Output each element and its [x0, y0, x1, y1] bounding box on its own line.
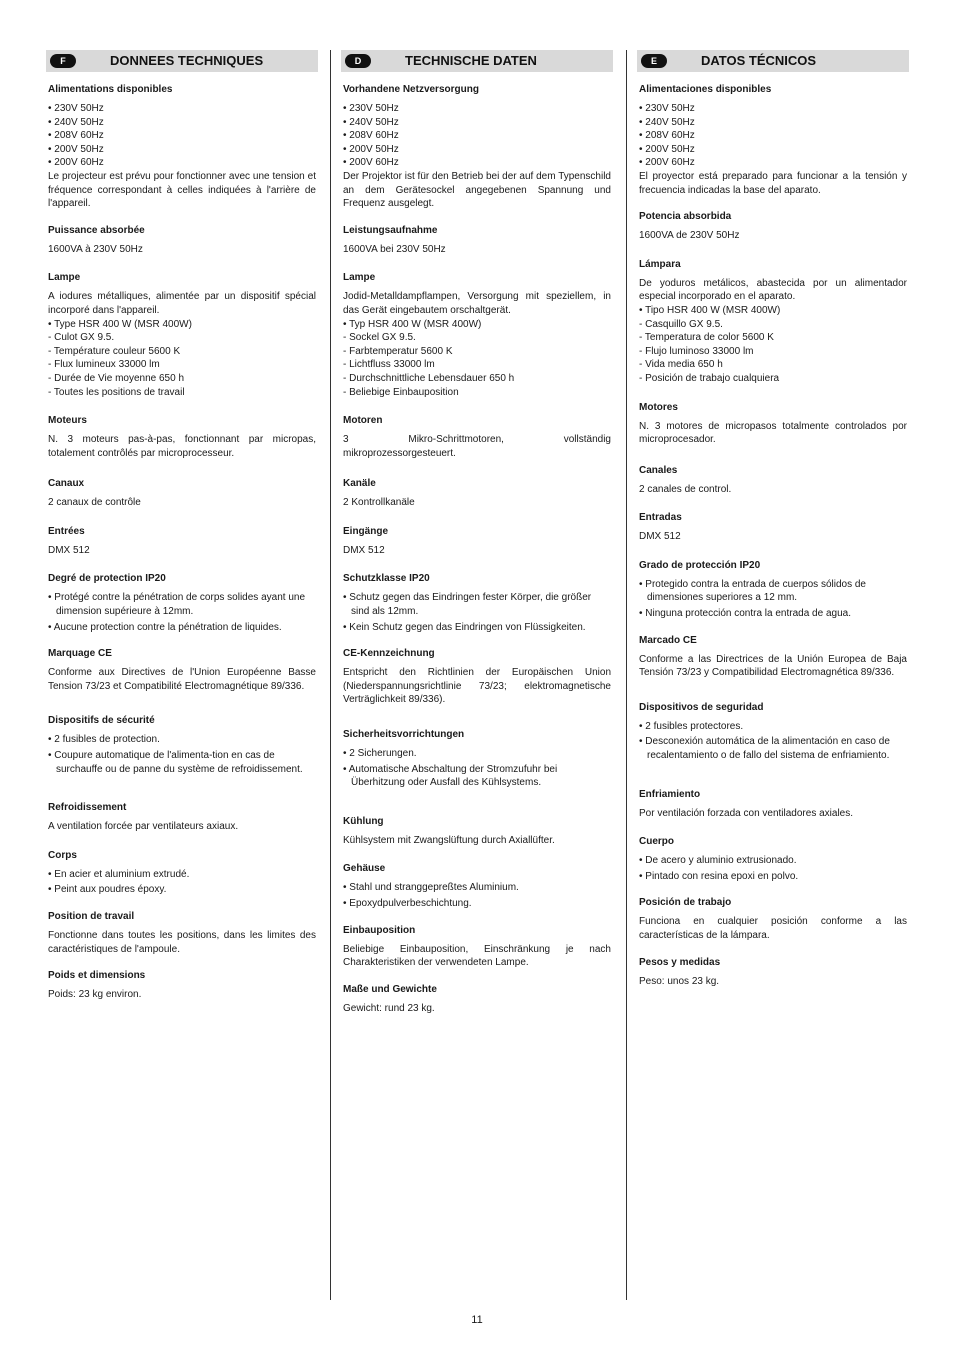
spec-section	[639, 789, 907, 821]
section-text: Jodid-Metalldampflampen, Versorgung mit speziellem, in das Gerät eingebautem orschaltgerät.	[343, 291, 611, 316]
bullet-text: Ninguna protección contra la entrada de agua.	[645, 608, 851, 620]
section-text: Peso: unos 23 kg.	[639, 975, 720, 987]
section-text: 2 canales de control.	[639, 483, 732, 495]
bullet-text: Desconexión automática de la alimentación en caso de recalentamiento o de fallo del sistema de enfriamiento.	[645, 736, 890, 762]
spec-section	[48, 911, 316, 956]
section-text: Poids: 23 kg environ.	[48, 989, 142, 1001]
section-title: Enfriamiento	[639, 788, 701, 800]
bullet-item	[639, 578, 907, 605]
bullet-text: 2 fusibles de protection.	[54, 734, 160, 746]
lamp-spec-item: - Sockel GX 9.5.	[343, 332, 416, 344]
section-text: Por ventilación forzada con ventiladores axiales.	[639, 807, 854, 819]
spec-section	[639, 402, 907, 447]
lamp-spec-item: - Toutes les positions de travail	[48, 386, 185, 398]
section-text: N. 3 motores de micropasos totalmente controlados por microprocesador.	[639, 420, 907, 446]
bullet-item	[48, 621, 316, 635]
section-text: 2 Kontrollkanäle	[343, 497, 415, 509]
section-text: Gewicht: rund 23 kg.	[343, 1002, 435, 1014]
section-title: Eingänge	[343, 525, 389, 537]
voltage-item: • 200V 50Hz	[639, 143, 695, 155]
section-title: Gehäuse	[343, 863, 386, 875]
voltage-item: • 200V 60Hz	[639, 157, 695, 169]
bullet-text: Stahl und stranggepreßtes Aluminium.	[349, 882, 519, 894]
section-title: Lámpara	[639, 258, 681, 270]
lamp-spec-item: • Typ HSR 400 W (MSR 400W)	[343, 318, 482, 330]
section-text: De yoduros metálicos, abastecida por un alimentador especial incorporado en el aparato.	[639, 277, 907, 303]
bullet-icon: •	[639, 870, 646, 882]
spec-section	[343, 272, 611, 399]
spec-section	[48, 715, 316, 776]
section-text: Conforme aux Directives de l'Union Européenne Basse Tension 73/23 et Compatibilité Electromagnétique 89/336.	[48, 667, 316, 692]
voltage-item: • 200V 50Hz	[343, 143, 399, 155]
spec-section	[48, 84, 316, 211]
section-title: Cuerpo	[639, 836, 674, 848]
bullet-item	[639, 870, 907, 884]
bullet-item	[343, 747, 611, 761]
spec-section	[639, 836, 907, 883]
lamp-spec-item: - Casquillo GX 9.5.	[639, 318, 723, 330]
bullet-text: Peint aux poudres époxy.	[54, 884, 167, 896]
bullet-text: De acero y aluminio extrusionado.	[645, 855, 797, 867]
column-title: DONNEES TECHNIQUES	[110, 53, 264, 68]
bullet-item	[48, 883, 316, 897]
bullet-icon: •	[48, 750, 55, 762]
bullet-text: Schutz gegen das Eindringen fester Körper, die größer sind als 12mm.	[349, 592, 592, 618]
section-text: 2 canaux de contrôle	[48, 497, 141, 509]
spec-section	[343, 415, 611, 460]
section-title: Motores	[639, 401, 678, 413]
spec-section	[639, 84, 907, 197]
section-title: Einbauposition	[343, 924, 416, 936]
language-badge: D	[345, 54, 371, 68]
section-title: Canaux	[48, 478, 85, 490]
section-title: Kanäle	[343, 478, 376, 490]
section-title: Position de travail	[48, 911, 135, 922]
lamp-spec-item: - Lichtfluss 33000 lm	[343, 359, 435, 371]
bullet-icon: •	[48, 734, 55, 746]
bullet-icon: •	[343, 898, 350, 909]
section-text: DMX 512	[48, 544, 90, 556]
section-title: Corps	[48, 849, 77, 861]
voltage-item: • 230V 50Hz	[343, 103, 399, 114]
section-title: Lampe	[48, 272, 81, 284]
section-text: 1600VA bei 230V 50Hz	[343, 243, 446, 255]
section-text: Conforme a las Directrices de la Unión Europea de Baja Tensión 73/23 y Compatibilidad Electromagnética 89/336.	[639, 653, 907, 679]
bullet-icon: •	[48, 592, 55, 604]
section-text: 1600VA de 230V 50Hz	[639, 230, 740, 242]
bullet-text: Protégé contre la pénétration de corps solides ayant une dimension supérieure à 12mm.	[54, 592, 305, 618]
bullet-icon: •	[343, 748, 350, 760]
section-title: Alimentations disponibles	[48, 84, 173, 95]
spec-section	[343, 573, 611, 634]
bullet-item	[343, 763, 611, 790]
spec-section	[48, 970, 316, 1002]
voltage-item: • 200V 50Hz	[48, 143, 104, 155]
bullet-text: 2 fusibles protectores.	[645, 720, 744, 732]
spec-section	[48, 225, 316, 257]
column-divider	[626, 50, 627, 1300]
spec-section	[343, 84, 611, 211]
lamp-spec-item: - Posición de trabajo cualquiera	[639, 372, 780, 384]
spec-section	[48, 478, 316, 510]
column-title: DATOS TÉCNICOS	[701, 53, 817, 68]
section-text: Kühlsystem mit Zwangslüftung durch Axiallüfter.	[343, 834, 555, 846]
page-number: 11	[471, 1314, 483, 1326]
lamp-spec-item: - Flujo luminoso 33000 lm	[639, 345, 754, 357]
spec-section	[48, 573, 316, 634]
spec-section	[639, 957, 907, 989]
voltage-item: • 208V 60Hz	[343, 130, 399, 142]
language-badge: F	[50, 54, 76, 68]
section-text: Funciona en cualquier posición conforme a las características de la lámpara.	[639, 916, 907, 941]
section-title: Leistungsaufnahme	[343, 224, 438, 236]
section-title: Dispositivos de seguridad	[639, 701, 764, 713]
lamp-spec-item: - Beliebige Einbauposition	[343, 386, 459, 398]
section-title: Canales	[639, 464, 678, 476]
section-title: Potencia absorbida	[639, 211, 732, 223]
column-german	[341, 50, 613, 1015]
section-text: A ventilation forcée par ventilateurs axiaux.	[48, 821, 239, 833]
spec-section	[48, 802, 316, 834]
section-title: Lampe	[343, 272, 376, 284]
section-text: Der Projektor ist für den Betrieb bei der auf dem Typenschild an dem Gerätesockel angegebenen Spannung und Frequenz ausgelegt.	[343, 170, 611, 210]
section-text: Beliebige Einbauposition, Einschränkung je nach Charakteristiken der verwendeten Lampe.	[343, 943, 611, 969]
section-title: Degré de protection IP20	[48, 573, 166, 585]
section-title: Posición de trabajo	[639, 897, 732, 909]
spec-section	[639, 897, 907, 942]
spec-section	[343, 648, 611, 707]
spec-section	[639, 259, 907, 386]
spec-section	[639, 211, 907, 243]
lamp-spec-item: • Tipo HSR 400 W (MSR 400W)	[639, 304, 781, 316]
section-title: Poids et dimensions	[48, 970, 146, 982]
spec-section	[343, 478, 611, 510]
section-text: DMX 512	[343, 544, 385, 556]
lamp-spec-item: - Durchschnittliche Lebensdauer 650 h	[343, 372, 515, 384]
section-title: Dispositifs de sécurité	[48, 715, 155, 727]
column-body	[637, 84, 909, 988]
spec-section	[639, 512, 907, 544]
section-title: Marcado CE	[639, 634, 697, 646]
bullet-icon: •	[639, 578, 646, 590]
section-title: Marquage CE	[48, 648, 112, 660]
column-spanish	[637, 50, 909, 988]
section-text: Entspricht den Richtlinien der Europäischen Union (Niederspannungsrichtlinie 73/23; elektromagnetische Verträglichkeit 89/336).	[343, 667, 611, 706]
spec-section	[343, 526, 611, 558]
column-header	[46, 50, 318, 72]
voltage-item: • 240V 50Hz	[343, 116, 399, 128]
bullet-icon: •	[343, 621, 350, 633]
voltage-item: • 208V 60Hz	[48, 130, 104, 142]
section-title: Moteurs	[48, 415, 87, 427]
bullet-text: En acier et aluminium extrudé.	[54, 868, 190, 880]
bullet-icon: •	[48, 868, 55, 880]
bullet-icon: •	[639, 608, 646, 620]
bullet-item	[343, 897, 611, 911]
bullet-icon: •	[48, 884, 55, 896]
section-text: A iodures métalliques, alimentée par un dispositif spécial incorporé dans l'appareil.	[48, 291, 316, 316]
section-title: Alimentaciones disponibles	[639, 84, 772, 95]
section-title: Vorhandene Netzversorgung	[343, 84, 479, 95]
bullet-icon: •	[639, 736, 646, 748]
section-title: Grado de protección IP20	[639, 559, 761, 571]
section-title: Kühlung	[343, 815, 384, 827]
voltage-item: • 230V 50Hz	[48, 103, 104, 114]
spec-section	[639, 465, 907, 497]
bullet-item	[639, 607, 907, 621]
column-body	[341, 84, 613, 1015]
bullet-icon: •	[343, 882, 350, 894]
section-title: Maße und Gewichte	[343, 983, 437, 995]
spec-section	[48, 526, 316, 558]
section-text: Fonctionne dans toutes les positions, dans les limites des caractéristiques de l'ampoule.	[48, 930, 316, 955]
voltage-item: • 200V 60Hz	[48, 157, 104, 169]
bullet-icon: •	[639, 720, 646, 732]
bullet-text: Protegido contra la entrada de cuerpos sólidos de dimensiones superiores a 12 mm.	[645, 578, 866, 604]
section-title: Puissance absorbée	[48, 224, 145, 236]
spec-section	[343, 225, 611, 257]
section-title: Motoren	[343, 415, 383, 427]
lamp-spec-item: - Temperatura de color 5600 K	[639, 332, 774, 344]
section-title: Pesos y medidas	[639, 956, 721, 968]
language-badge: E	[641, 54, 667, 68]
section-title: CE-Kennzeichnung	[343, 648, 435, 660]
section-text: 3 Mikro-Schrittmotoren, vollständig mikroprozessorgesteuert.	[343, 434, 611, 459]
bullet-item	[639, 720, 907, 734]
voltage-item: • 230V 50Hz	[639, 103, 695, 114]
section-title: Entrées	[48, 525, 85, 537]
section-text: Le projecteur est prévu pour fonctionner avec une tension et fréquence correspondant à celles indiquées à l'arrière de l'appareil.	[48, 170, 316, 210]
spec-section	[48, 272, 316, 399]
spec-section	[48, 850, 316, 897]
lamp-spec-item: - Flux lumineux 33000 lm	[48, 359, 160, 371]
bullet-icon: •	[343, 592, 350, 604]
column-title: TECHNISCHE DATEN	[405, 53, 537, 68]
bullet-text: Epoxydpulverbeschichtung.	[349, 898, 472, 909]
section-text: El proyector está preparado para funcionar a la tensión y frecuencia indicadas la base del aparato.	[639, 170, 907, 196]
spec-section	[343, 863, 611, 910]
bullet-text: Aucune protection contre la pénétration de liquides.	[53, 621, 282, 633]
lamp-spec-item: - Vida media 650 h	[639, 359, 723, 371]
bullet-text: 2 Sicherungen.	[349, 748, 417, 760]
bullet-item	[48, 733, 316, 747]
bullet-item	[639, 735, 907, 762]
spec-section	[48, 415, 316, 460]
bullet-item	[343, 881, 611, 895]
bullet-item	[48, 591, 316, 618]
bullet-text: Kein Schutz gegen das Eindringen von Flüssigkeiten.	[349, 621, 586, 633]
section-text: 1600VA à 230V 50Hz	[48, 243, 143, 255]
spec-section	[639, 702, 907, 763]
bullet-text: Pintado con resina epoxi en polvo.	[645, 870, 799, 882]
bullet-item	[48, 868, 316, 882]
lamp-spec-item: - Farbtemperatur 5600 K	[343, 345, 453, 357]
spec-section	[343, 984, 611, 1016]
section-title: Entradas	[639, 512, 682, 524]
voltage-item: • 240V 50Hz	[48, 116, 104, 128]
spec-section	[343, 816, 611, 848]
spec-section	[343, 729, 611, 790]
bullet-item	[343, 591, 611, 618]
spec-section	[48, 648, 316, 693]
section-title: Schutzklasse IP20	[343, 573, 430, 585]
column-header	[341, 50, 613, 72]
lamp-spec-item: - Culot GX 9.5.	[48, 332, 115, 344]
section-title: Sicherheitsvorrichtungen	[343, 729, 465, 741]
voltage-item: • 208V 60Hz	[639, 130, 695, 142]
column-header	[637, 50, 909, 72]
bullet-item	[639, 854, 907, 868]
voltage-item: • 240V 50Hz	[639, 116, 695, 128]
bullet-item	[48, 749, 316, 776]
bullet-text: Coupure automatique de l'alimenta-tion en cas de surchauffe ou de panne du système de refroidissement.	[54, 750, 303, 775]
lamp-spec-item: - Température couleur 5600 K	[48, 345, 181, 357]
spec-section	[343, 925, 611, 970]
lamp-spec-item: • Type HSR 400 W (MSR 400W)	[48, 318, 192, 330]
section-text: N. 3 moteurs pas-à-pas, fonctionnant par micropas, totalement contrôlés par microprocesseur.	[48, 434, 316, 459]
lamp-spec-item: - Durée de Vie moyenne 650 h	[48, 372, 185, 384]
column-body	[46, 84, 318, 1002]
column-french	[46, 50, 318, 1002]
column-divider	[330, 50, 331, 1300]
bullet-text: Automatische Abschaltung der Stromzufuhr bei Überhitzung oder Ausfall des Kühlsystems.	[348, 763, 558, 789]
bullet-item	[343, 621, 611, 635]
bullet-icon: •	[639, 855, 646, 867]
spec-section	[639, 560, 907, 621]
bullet-icon: •	[48, 621, 54, 633]
bullet-icon: •	[343, 763, 349, 775]
section-text: DMX 512	[639, 531, 681, 543]
section-title: Refroidissement	[48, 802, 127, 814]
voltage-item: • 200V 60Hz	[343, 157, 399, 169]
spec-section	[639, 635, 907, 680]
